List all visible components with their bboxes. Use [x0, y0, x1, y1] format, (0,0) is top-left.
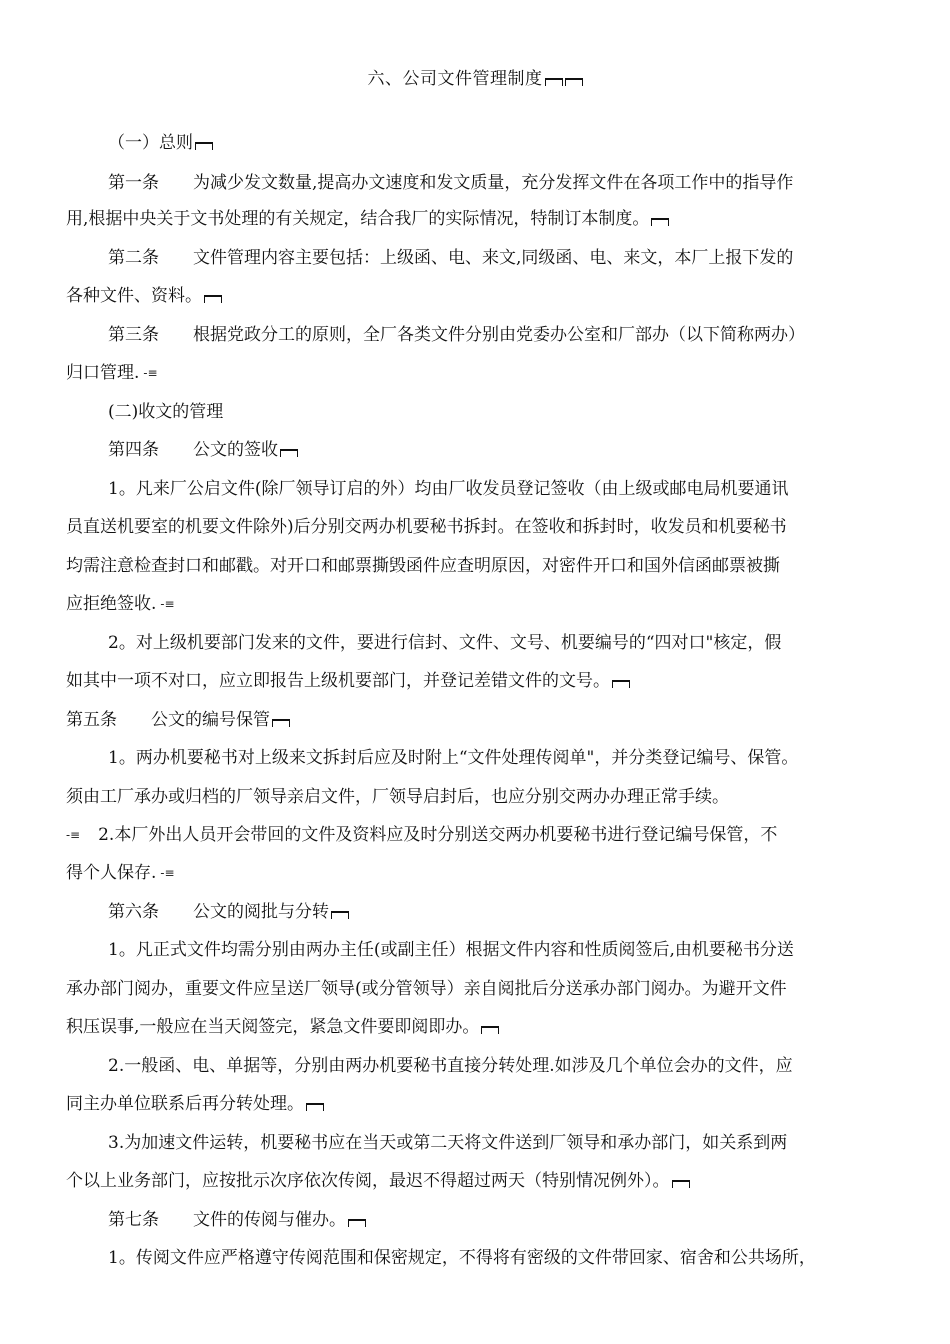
- document-title: 六、公司文件管理制度: [0, 64, 950, 89]
- paragraph-mark-icon: [331, 907, 349, 919]
- paragraph-line: 各种文件、资料。: [66, 285, 906, 307]
- paragraph-line: 应拒绝签收. -≡: [66, 594, 175, 614]
- paragraph-line: 2.一般函、电、单据等，分别由两办机要秘书直接分转处理.如涉及几个单位会办的文件，应: [108, 1056, 793, 1076]
- article-heading: 第七条 文件的传阅与催办。: [108, 1209, 908, 1231]
- paragraph-line: 2。对上级机要部门发来的文件，要进行信封、文件、文号、机要编号的“四对口"核定，假: [108, 633, 782, 653]
- paragraph-mark-icon: [612, 676, 630, 688]
- paragraph-mark-icon: [272, 715, 290, 727]
- paragraph-line: 得个人保存. -≡: [66, 863, 175, 883]
- paragraph-mark-icon: [651, 214, 669, 226]
- paragraph-line: 归口管理. -≡: [66, 363, 158, 383]
- paragraph-mark-eq-icon: -≡: [160, 597, 175, 611]
- article-heading: 第五条 公文的编号保管: [66, 709, 906, 731]
- paragraph-line: 第一条 为减少发文数量,提高办文速度和发文质量，充分发挥文件在各项工作中的指导作: [108, 173, 794, 193]
- paragraph-line: 同主办单位联系后再分转处理。: [66, 1093, 906, 1115]
- paragraph-line: 1。凡来厂公启文件(除厂领导订启的外）均由厂收发员登记签收（由上级或邮电局机要通讯: [108, 479, 789, 499]
- paragraph-line: 1。凡正式文件均需分别由两办主任(或副主任）根据文件内容和性质阅签后,由机要秘书分送: [108, 940, 794, 960]
- paragraph-mark-eq-icon: -≡: [160, 866, 175, 880]
- paragraph-line: 第二条 文件管理内容主要包括：上级函、电、来文,同级函、电、来文，本厂上报下发的: [108, 248, 794, 268]
- paragraph-line: 须由工厂承办或归档的厂领导亲启文件，厂领导启封后，也应分别交两办办理正常手续。: [66, 787, 729, 807]
- paragraph-line: 承办部门阅办，重要文件应呈送厂领导(或分管领导）亲自阅批后分送承办部门阅办。为避开文件: [66, 979, 787, 999]
- paragraph-mark-icon: [348, 1215, 366, 1227]
- paragraph-line: -≡ 2.本厂外出人员开会带回的文件及资料应及时分别送交两办机要秘书进行登记编号保管，不: [66, 825, 778, 845]
- paragraph-mark-eq-icon: -≡: [143, 366, 158, 380]
- section-heading: （一）总则: [108, 132, 908, 154]
- paragraph-mark-icon: [565, 74, 583, 86]
- paragraph-mark-icon: [204, 291, 222, 303]
- paragraph-mark-icon: [195, 138, 213, 150]
- paragraph-mark-icon: [280, 445, 298, 457]
- paragraph-mark-eq-icon: -≡: [66, 828, 81, 842]
- paragraph-line: 均需注意检查封口和邮戳。对开口和邮票撕毁函件应查明原因，对密件开口和国外信函邮票被撕: [66, 556, 780, 576]
- paragraph-line: 积压误事,一般应在当天阅签完，紧急文件要即阅即办。: [66, 1016, 906, 1038]
- paragraph-line: 1。传阅文件应严格遵守传阅范围和保密规定，不得将有密级的文件带回家、宿舍和公共场所，: [108, 1248, 816, 1268]
- paragraph-line: 第三条 根据党政分工的原则，全厂各类文件分别由党委办公室和厂部办（以下简称两办）: [108, 325, 805, 345]
- section-heading: (二)收文的管理: [108, 402, 224, 422]
- paragraph-line: 1。两办机要秘书对上级来文拆封后应及时附上“文件处理传阅单"，并分类登记编号、保管。: [108, 748, 799, 768]
- paragraph-mark-icon: [545, 74, 563, 86]
- paragraph-mark-icon: [306, 1099, 324, 1111]
- paragraph-line: 用,根据中央关于文书处理的有关规定，结合我厂的实际情况，特制订本制度。: [66, 208, 906, 230]
- paragraph-line: 3.为加速文件运转，机要秘书应在当天或第二天将文件送到厂领导和承办部门，如关系到两: [108, 1133, 788, 1153]
- article-heading: 第四条 公文的签收: [108, 439, 908, 461]
- paragraph-mark-icon: [481, 1022, 499, 1034]
- paragraph-line: 个以上业务部门，应按批示次序依次传阅，最迟不得超过两天（特别情况例外）。: [66, 1170, 906, 1192]
- article-heading: 第六条 公文的阅批与分转: [108, 901, 908, 923]
- paragraph-line: 员直送机要室的机要文件除外)后分别交两办机要秘书拆封。在签收和拆封时，收发员和机要秘书: [66, 517, 787, 537]
- paragraph-mark-icon: [672, 1176, 690, 1188]
- paragraph-line: 如其中一项不对口，应立即报告上级机要部门，并登记差错文件的文号。: [66, 670, 906, 692]
